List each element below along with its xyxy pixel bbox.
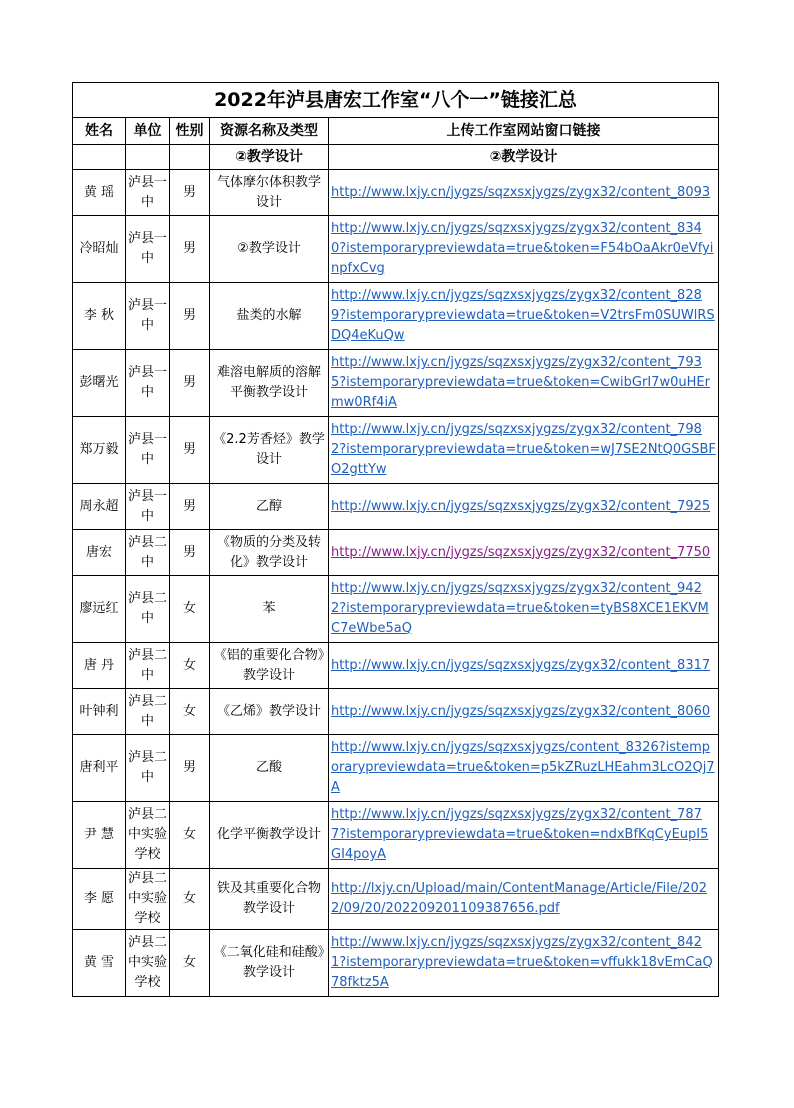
cell-sex: 男: [170, 216, 210, 283]
cell-unit: 泸县二中: [126, 689, 170, 735]
cell-resource: 气体摩尔体积教学设计: [210, 170, 329, 216]
cell-unit: 泸县二中: [126, 530, 170, 576]
cell-unit: 泸县一中: [126, 170, 170, 216]
cell-unit: 泸县二中实验学校: [126, 802, 170, 869]
cell-unit: 泸县一中: [126, 484, 170, 530]
cell-resource: 难溶电解质的溶解平衡教学设计: [210, 350, 329, 417]
subheader-empty-sex: [170, 145, 210, 170]
header-resource: 资源名称及类型: [210, 118, 329, 145]
resource-link[interactable]: http://www.lxjy.cn/jygzs/sqzxsxjygzs/zygx32/content_7982?istemporarypreviewdata=true&token=wJ7SE2NtQ0GSBFO2gttYw: [331, 422, 716, 477]
resource-link[interactable]: http://www.lxjy.cn/jygzs/sqzxsxjygzs/zygx32/content_8289?istemporarypreviewdata=true&token=V2trsFm0SUWlRSDQ4eKuQw: [331, 288, 715, 343]
table-row: [73, 643, 719, 689]
table-row: [73, 283, 719, 350]
table-row: [73, 869, 719, 930]
cell-name: 李 秋: [73, 283, 126, 350]
cell-name: 黄 瑶: [73, 170, 126, 216]
cell-sex: 男: [170, 484, 210, 530]
table-row: [73, 170, 719, 216]
subheader-empty-name: [73, 145, 126, 170]
table-row: [73, 350, 719, 417]
cell-link: [329, 216, 719, 283]
resource-link[interactable]: http://lxjy.cn/Upload/main/ContentManage/Article/File/2022/09/20/20220920110938765​6.pdf: [331, 881, 708, 916]
cell-sex: 女: [170, 643, 210, 689]
cell-resource: 化学平衡教学设计: [210, 802, 329, 869]
cell-resource: 乙酸: [210, 735, 329, 802]
cell-name: 李 愿: [73, 869, 126, 930]
cell-resource: 盐类的水解: [210, 283, 329, 350]
cell-resource: 乙醇: [210, 484, 329, 530]
resource-link[interactable]: http://www.lxjy.cn/jygzs/sqzxsxjygzs/zygx32/content_8060: [331, 703, 711, 719]
subheader-empty-unit: [126, 145, 170, 170]
cell-link: [329, 643, 719, 689]
table-row: [73, 735, 719, 802]
cell-sex: 女: [170, 802, 210, 869]
cell-resource: 《铝的重要化合物》教学设计: [210, 643, 329, 689]
cell-name: 叶钟利: [73, 689, 126, 735]
resource-link[interactable]: http://www.lxjy.cn/jygzs/sqzxsxjygzs/content_8326?istemporarypreviewdata=true&token=p5kZRuzLHEahm3LcO2Qj7A: [331, 740, 715, 795]
header-unit: 单位: [126, 118, 170, 145]
cell-unit: 泸县一中: [126, 350, 170, 417]
cell-sex: 女: [170, 576, 210, 643]
cell-link: [329, 417, 719, 484]
resource-link[interactable]: http://www.lxjy.cn/jygzs/sqzxsxjygzs/zygx32/content_9422?istemporarypreviewdata=true&token=tyBS8XCE1EKVMC7eWbe5aQ: [331, 581, 709, 636]
cell-sex: 女: [170, 930, 210, 997]
cell-link: [329, 689, 719, 735]
cell-name: 唐 丹: [73, 643, 126, 689]
table-row: [73, 484, 719, 530]
resource-link[interactable]: http://www.lxjy.cn/jygzs/sqzxsxjygzs/zygx32/content_7877?istemporarypreviewdata=true&token=ndxBfKqCyEupI5GI4poyA: [331, 807, 709, 862]
cell-name: 冷昭灿: [73, 216, 126, 283]
cell-name: 黄 雪: [73, 930, 126, 997]
cell-sex: 男: [170, 350, 210, 417]
cell-sex: 男: [170, 417, 210, 484]
cell-unit: 泸县二中: [126, 643, 170, 689]
cell-link: [329, 283, 719, 350]
links-summary-table: [72, 82, 719, 997]
cell-unit: 泸县二中: [126, 735, 170, 802]
cell-link: [329, 530, 719, 576]
cell-name: 唐利平: [73, 735, 126, 802]
cell-link: [329, 576, 719, 643]
cell-resource: 《二氧化硅和硅酸》教学设计: [210, 930, 329, 997]
cell-unit: 泸县二中实验学校: [126, 869, 170, 930]
resource-link[interactable]: http://www.lxjy.cn/jygzs/sqzxsxjygzs/zygx32/content_7935?istemporarypreviewdata=true&token=CwibGrI7w0uHErmw0Rf4iA: [331, 355, 710, 410]
page-title: 2022年泸县唐宏工作室“八个一”链接汇总: [73, 83, 719, 118]
header-name: 姓名: [73, 118, 126, 145]
cell-sex: 女: [170, 869, 210, 930]
table-row: [73, 576, 719, 643]
table-row: [73, 417, 719, 484]
cell-resource: 《物质的分类及转化》教学设计: [210, 530, 329, 576]
cell-link: [329, 735, 719, 802]
cell-name: 彭曙光: [73, 350, 126, 417]
cell-sex: 男: [170, 735, 210, 802]
table-row: [73, 530, 719, 576]
cell-link: [329, 350, 719, 417]
table-row: [73, 689, 719, 735]
cell-unit: 泸县一中: [126, 417, 170, 484]
cell-sex: 男: [170, 530, 210, 576]
subheader-link: ②教学设计: [329, 145, 719, 170]
resource-link[interactable]: http://www.lxjy.cn/jygzs/sqzxsxjygzs/zygx32/content_8317: [331, 657, 711, 673]
resource-link[interactable]: http://www.lxjy.cn/jygzs/sqzxsxjygzs/zygx32/content_8421?istemporarypreviewdata=true&token=vffukk18vEmCaQ78fktz5A: [331, 935, 713, 990]
subheader-resource: ②教学设计: [210, 145, 329, 170]
cell-link: [329, 869, 719, 930]
cell-link: [329, 802, 719, 869]
cell-resource: 《乙烯》教学设计: [210, 689, 329, 735]
table-row: [73, 802, 719, 869]
cell-resource: 铁及其重要化合物教学设计: [210, 869, 329, 930]
table-row: [73, 930, 719, 997]
cell-sex: 男: [170, 170, 210, 216]
cell-unit: 泸县二中实验学校: [126, 930, 170, 997]
cell-link: [329, 170, 719, 216]
cell-name: 郑万毅: [73, 417, 126, 484]
cell-unit: 泸县一中: [126, 283, 170, 350]
cell-name: 唐宏: [73, 530, 126, 576]
cell-name: 周永超: [73, 484, 126, 530]
cell-sex: 女: [170, 689, 210, 735]
resource-link[interactable]: http://www.lxjy.cn/jygzs/sqzxsxjygzs/zygx32/content_8340?istemporarypreviewdata=true&token=F54bOaAkr0eVfyinpfxCvg: [331, 221, 714, 276]
cell-resource: 《2.2芳香烃》教学设计: [210, 417, 329, 484]
cell-resource: ②教学设计: [210, 216, 329, 283]
resource-link[interactable]: http://www.lxjy.cn/jygzs/sqzxsxjygzs/zygx32/content_8093: [331, 184, 711, 200]
cell-name: 廖远红: [73, 576, 126, 643]
cell-link: [329, 484, 719, 530]
table-row: [73, 216, 719, 283]
cell-unit: 泸县二中: [126, 576, 170, 643]
cell-sex: 男: [170, 283, 210, 350]
cell-name: 尹 慧: [73, 802, 126, 869]
header-link: 上传工作室网站窗口链接: [329, 118, 719, 145]
cell-resource: 苯: [210, 576, 329, 643]
cell-unit: 泸县一中: [126, 216, 170, 283]
header-sex: 性别: [170, 118, 210, 145]
resource-link[interactable]: http://www.lxjy.cn/jygzs/sqzxsxjygzs/zygx32/content_7750: [331, 544, 711, 560]
resource-link[interactable]: http://www.lxjy.cn/jygzs/sqzxsxjygzs/zygx32/content_7925: [331, 498, 711, 514]
cell-link: [329, 930, 719, 997]
